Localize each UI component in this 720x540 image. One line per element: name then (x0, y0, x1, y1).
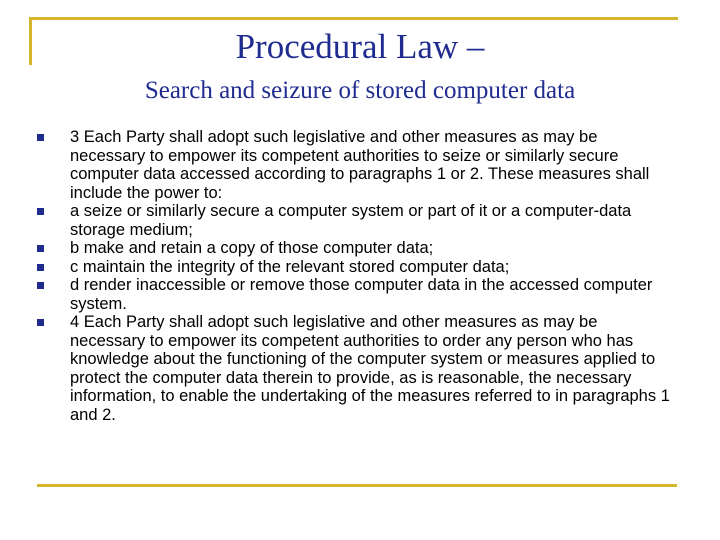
slide-content (37, 128, 677, 424)
frame-top-line (29, 17, 678, 20)
list-item-text: d render inaccessible or remove those computer data in the accessed computer system. (70, 276, 653, 313)
frame-bottom-line (37, 484, 677, 487)
list-item-text: c maintain the integrity of the relevant stored computer data; (70, 257, 510, 276)
square-bullet-icon (37, 208, 44, 215)
bullet-list (37, 128, 677, 424)
list-item (37, 202, 677, 239)
list-item-text: a seize or similarly secure a computer system or part of it or a computer-data storage medium; (70, 202, 632, 239)
square-bullet-icon (37, 245, 44, 252)
list-item (37, 313, 677, 424)
slide-title (0, 26, 720, 68)
list-item (37, 128, 677, 202)
slide-subtitle: Search and seizure of stored computer data (144, 77, 576, 104)
square-bullet-icon (37, 134, 44, 141)
list-item (37, 239, 677, 258)
square-bullet-icon (37, 264, 44, 271)
slide-title-text: Procedural Law – (235, 27, 485, 66)
list-item-text: 3 Each Party shall adopt such legislative and other measures as may be necessary to empower its competent authorities to seize or similarly secure computer data accessed according to paragraphs 1 or 2. These measures shall include the power to: (70, 128, 650, 202)
list-item-text: 4 Each Party shall adopt such legislative and other measures as may be necessary to empower its competent authorities to order any person who has knowledge about the functioning of the computer system or measures applied to protect the computer data therein to provide, as is reasonable, the necessary information, to enable the undertaking of the measures referred to in paragraphs 1 and 2. (70, 313, 670, 424)
square-bullet-icon (37, 282, 44, 289)
list-item (37, 258, 677, 277)
list-item (37, 276, 677, 313)
square-bullet-icon (37, 319, 44, 326)
list-item-text: b make and retain a copy of those computer data; (70, 239, 434, 257)
